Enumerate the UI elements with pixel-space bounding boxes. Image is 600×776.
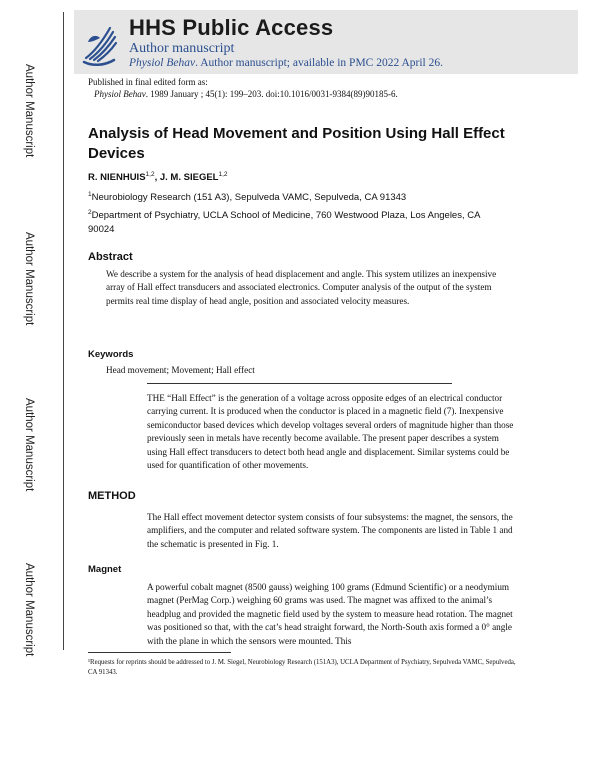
- author-separator: ,: [154, 172, 160, 183]
- footnote-divider: [88, 652, 231, 653]
- citation-journal: Physiol Behav: [94, 89, 146, 99]
- intro-paragraph: THE “Hall Effect” is the generation of a voltage across opposite edges of an electrical conductor carrying current. It is produced when the conductor is placed in a magnetic field (7). Inexpensive semiconductor based devices which develop voltages several orders of magnitude higher than those previously seen in metals have recently become available. The present paper describes a system using Hall effect transducers to detect both head angle and displacement. Similar systems could be used for quantification of other movements.: [147, 393, 514, 471]
- availability-text: . Author manuscript; available in PMC 2022 April 26.: [195, 57, 443, 69]
- sidebar-label: Author Manuscript: [23, 64, 35, 158]
- affiliation-text: Department of Psychiatry, UCLA School of Medicine, 760 Westwood Plaza, Los Angeles, CA 90024: [88, 210, 480, 235]
- author-list: [88, 172, 228, 183]
- citation-line: [94, 89, 398, 99]
- citation-details: . 1989 January ; 45(1): 199–203. doi:10.1016/0031-9384(89)90185-6.: [145, 89, 398, 99]
- sidebar-divider: [63, 12, 64, 650]
- method-paragraph: The Hall effect movement detector system consists of four subsystems: the magnet, the sensors, the amplifiers, and the computer and related software system. The components are listed in Table 1 and the schematic is presented in Fig. 1.: [147, 512, 513, 549]
- sidebar-label: Author Manuscript: [23, 232, 35, 326]
- magnet-heading: Magnet: [88, 564, 122, 575]
- keywords-heading: Keywords: [88, 349, 134, 360]
- author-manuscript-sidebar: [0, 0, 70, 776]
- sidebar-label: Author Manuscript: [23, 563, 35, 657]
- method-heading: METHOD: [88, 490, 136, 502]
- affiliation-text: Neurobiology Research (151 A3), Sepulveda VAMC, Sepulveda, CA 91343: [91, 192, 407, 203]
- keywords-text: Head movement; Movement; Hall effect: [106, 365, 255, 375]
- abstract-heading: Abstract: [88, 251, 133, 263]
- sidebar-label: Author Manuscript: [23, 398, 35, 492]
- magnet-paragraph: A powerful cobalt magnet (8500 gauss) weighing 100 grams (Edmund Scientific) or a neodymium magnet (PerMag Corp.) weighing 60 grams was used. The magnet was affixed to the animal’s headplug and provided the magnetic field used by the system to measure head rotation. The magnet was positioned so that, with the cat’s head straight forward, the North-South axis formed a 0° angle with the plane in which the sensors were mounted. This: [147, 582, 513, 646]
- hhs-public-access-title: HHS Public Access: [129, 15, 334, 40]
- affiliation: [88, 192, 406, 203]
- affiliation: [88, 209, 508, 237]
- section-divider: [147, 383, 452, 384]
- author-name: J. M. SIEGEL: [159, 172, 219, 183]
- author-name: R. NIENHUIS: [88, 172, 146, 183]
- affiliation-number: 2: [88, 208, 92, 216]
- abstract-text: We describe a system for the analysis of head displacement and angle. This system utilizes an inexpensive array of Hall effect transducers and associated electronics. Computer analysis of the output of the system permits real time display of head angle, position and associated velocity measures.: [106, 269, 497, 306]
- author-manuscript-label: Author manuscript: [129, 41, 235, 56]
- author-affiliation-mark: 1,2: [145, 170, 155, 178]
- article-title: Analysis of Head Movement and Position Using Hall Effect Devices: [88, 125, 505, 162]
- footnote: ¹Requests for reprints should be addressed to J. M. Siegel, Neurobiology Research (151A3), UCLA Department of Psychiatry, Sepulveda VAMC, Sepulveda, CA 91343.: [88, 659, 516, 676]
- journal-name: Physiol Behav: [129, 57, 196, 69]
- affiliation-number: 1: [88, 190, 92, 198]
- pmc-availability-line: [129, 57, 443, 69]
- hhs-eagle-logo-icon: [76, 12, 122, 70]
- author-affiliation-mark: 1,2: [218, 170, 228, 178]
- published-label: Published in final edited form as:: [88, 77, 208, 87]
